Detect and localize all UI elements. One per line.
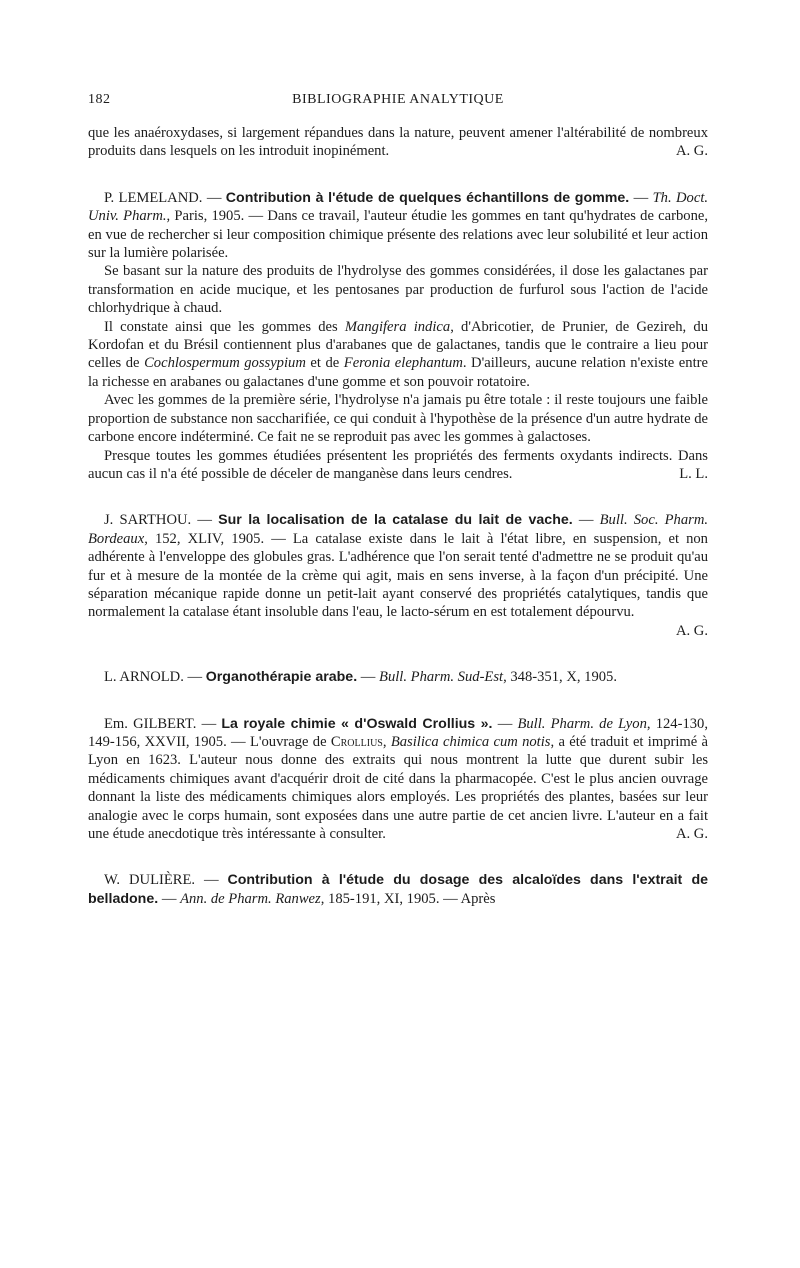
paragraph: [88, 447, 708, 484]
species-name: Mangifera indica: [344, 318, 451, 335]
paragraph: Se basant sur la nature des produits de l'hydrolyse des gommes considérées, il dose les galactanes par transformation en acide mucique, et les pentosanes par production de furfurol sous l'action de l'acide chlorhydrique à chaud.: [88, 263, 708, 317]
entry-title: La royale chimie « d'Oswald Crollius ».: [221, 715, 493, 732]
dash: —: [629, 189, 653, 206]
paragraph: Avec les gommes de la première série, l'hydrolyse n'a jamais pu être totale : il reste toujours une faible proportion de substance non saccharifiée, ce qui conduit à l'hypothèse de la présence d'un autre hydrate de carbone encore indéterminé. Ce fait ne se reproduit pas avec les gommes à galactoses.: [88, 392, 708, 446]
entry-lemeland: [88, 189, 708, 263]
text-run: . D'ailleurs, aucune relation n'existe entre la richesse en arabanes ou galactanes d'une gomme et son pouvoir rotatoire.: [88, 355, 708, 390]
paragraph-text: , a été traduit et imprimé à Lyon en 1623. L'auteur nous donne des extraits qui nous montrent la lutte que durent subir les médicaments chimiques avant d'acquérir droit de cité dans la pharmacopée. C'est le plus ancien ouvrage donnant la liste des médicaments chimiques alors employés. Les propriétés des plantes, basées sur leur analogie avec le corps humain, sont exposées dans une autre partie de cet ancien livre. L'auteur en a fait une étude anecdotique très intéressante à consulter.: [88, 733, 709, 842]
dash: —: [191, 512, 219, 529]
publication: , 124-130, 149-156, XXVII, 1905. — L'ouvrage de: [88, 715, 708, 750]
dash: —: [572, 512, 600, 529]
signature: A. G.: [675, 143, 708, 160]
author: Em. GILBERT.: [104, 715, 197, 732]
species-name: Cochlospermum gossypium: [144, 355, 306, 372]
entry-arnold: [88, 668, 708, 686]
paragraph-text: Presque toutes les gommes étudiées présentent les propriétés des ferments oxydants indirects. Dans aucun cas il n'a été possible de déceler de manganèse dans leurs cendres.: [88, 447, 708, 482]
dash: —: [357, 669, 380, 686]
author: P. LEMELAND.: [104, 189, 203, 206]
publication: , 152, XLIV, 1905.: [144, 530, 265, 547]
entry-sarthou: [88, 511, 708, 621]
page-number: 182: [88, 92, 111, 107]
dash: —: [202, 189, 226, 206]
running-header: [88, 92, 708, 112]
running-title: BIBLIOGRAPHIE ANALYTIQUE: [292, 92, 504, 107]
publication: , 185-191, XI, 1905. — Après: [320, 890, 496, 907]
source: Bull. Pharm. de Lyon: [517, 715, 647, 732]
dash: —: [492, 715, 518, 732]
paragraph-text: — La catalase existe dans le lait à l'état libre, en suspension, et non adhérente à l'enveloppe des globules gras. L'adhérence que l'on serait tenté d'admettre ne se produit qu'au fur et à mesure de la montée de la crème qui agit, mais en sens inverse, à la façon d'un précipité. Une séparation mécanique rapide donne un petit-lait ayant conservé des propriétés catalytiques, tandis que normalement la catalase étant insoluble dans l'eau, le lacto-sérum en est totalement dépourvu.: [88, 530, 708, 621]
text-run: et de: [305, 355, 344, 372]
dash: —: [158, 890, 181, 907]
entry-title: Contribution à l'étude de quelques échantillons de gomme.: [225, 189, 630, 206]
signature: A. G.: [675, 622, 708, 639]
page-content: [88, 124, 708, 908]
signature-line: [88, 622, 708, 640]
text-run: Il constate ainsi que les gommes des: [104, 318, 345, 335]
source: Th. Doct. Univ. Pharm.: [88, 189, 709, 225]
publication: , Paris, 1905.: [166, 208, 245, 225]
author: J. SARTHOU.: [104, 512, 192, 529]
entry-title: Organothérapie arabe.: [205, 669, 358, 686]
source: Bull. Soc. Pharm. Bordeaux: [88, 512, 709, 547]
publication: , 348-351, X, 1905.: [503, 669, 617, 686]
text-run: ,: [382, 733, 391, 750]
author: L. ARNOLD.: [104, 669, 184, 686]
paragraph-text: — Dans ce travail, l'auteur étudie les gommes en tant qu'hydrates de carbone, en vue de rechercher si leur composition chimique présente des relations avec leur solubilité et leur action sur la lumière polarisée.: [88, 208, 708, 262]
paragraph: [88, 318, 708, 392]
book-title: Basilica chimica cum notis: [390, 733, 551, 750]
signature: A. G.: [675, 826, 708, 842]
author: W. DULIÈRE.: [104, 872, 196, 889]
author-name: Crollius: [330, 733, 383, 750]
signature: L. L.: [679, 465, 708, 482]
dash: —: [183, 669, 206, 686]
text-run: , d'Abricotier, de Prunier, de Gezireh, du Kordofan et du Brésil contiennent plus d'arabanes que de galactanes, tandis que le contraire a lieu pour celles de: [88, 318, 708, 372]
species-name: Feronia elephantum: [343, 355, 463, 372]
dash: —: [195, 872, 228, 889]
continued-paragraph: [88, 124, 708, 161]
entry-duliere: [88, 871, 708, 908]
paragraph-text: que les anaéroxydases, si largement répandues dans la nature, peuvent amener l'altérabilité de nombreux produits dans lesquels on les introduit inopinément.: [88, 125, 708, 160]
entry-title: Contribution à l'étude du dosage des alcaloïdes dans l'extrait de belladone.: [88, 872, 709, 907]
entry-gilbert: [88, 715, 708, 844]
source: Bull. Pharm. Sud-Est: [379, 669, 504, 686]
entry-title: Sur la localisation de la catalase du lait de vache.: [218, 512, 573, 529]
dash: —: [196, 715, 222, 732]
source: Ann. de Pharm. Ranwez: [180, 890, 321, 907]
